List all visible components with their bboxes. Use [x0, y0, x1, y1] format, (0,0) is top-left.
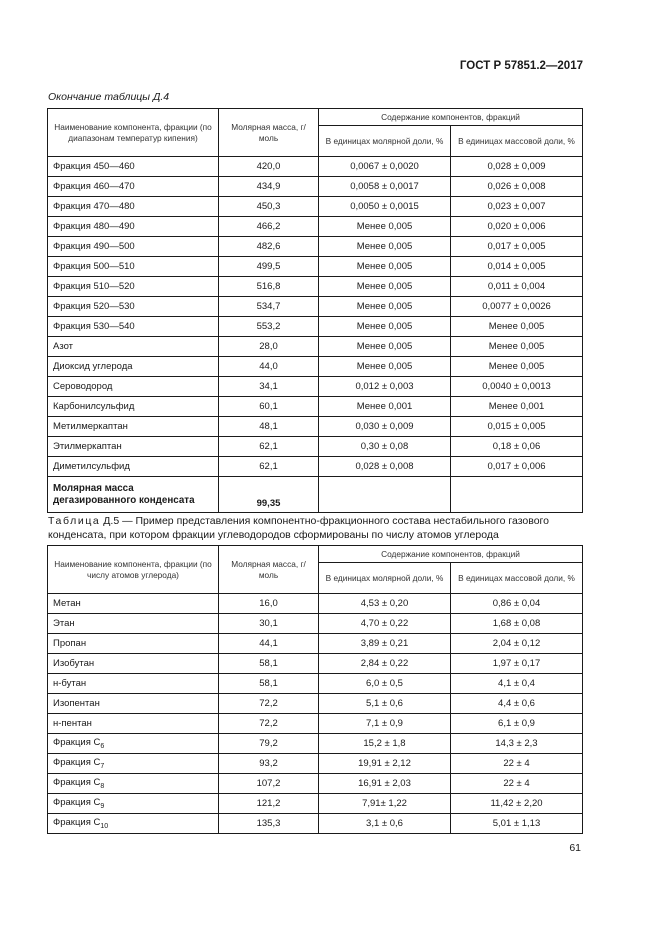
table-caption: Таблица Д.5 — Пример представления компонентно-фракционного состава нестабильного газового конденсата, при котором фракции углеводородов сформированы по числу атомов углерода	[48, 515, 549, 541]
mass-fraction-cell: 0,014 ± 0,005	[451, 257, 583, 277]
component-name: Этан	[48, 614, 219, 634]
header-molar-fraction: В единицах молярной доли, %	[319, 563, 451, 594]
table-row	[48, 594, 583, 614]
component-name: Фракция $С_7$	[48, 754, 219, 774]
table-row	[48, 337, 583, 357]
total-row	[48, 477, 583, 513]
molar-mass-cell: 482,6	[219, 237, 319, 257]
molar-mass-cell: 44,0	[219, 357, 319, 377]
molar-fraction-cell: Менее 0,005	[319, 297, 451, 317]
molar-fraction-cell: 0,028 ± 0,008	[319, 457, 451, 477]
molar-fraction-cell: Менее 0,005	[319, 337, 451, 357]
header-mass-fraction: В единицах массовой доли, %	[451, 126, 583, 157]
empty-cell	[451, 477, 583, 513]
mass-fraction-cell: 14,3 ± 2,3	[451, 734, 583, 754]
component-name: Карбонилсульфид	[48, 397, 219, 417]
component-name: Фракция $С_{10}$	[48, 814, 219, 834]
mass-fraction-cell: 0,028 ± 0,009	[451, 157, 583, 177]
empty-cell	[319, 477, 451, 513]
molar-fraction-cell: 0,0067 ± 0,0020	[319, 157, 451, 177]
molar-mass-cell: 48,1	[219, 417, 319, 437]
table-row	[48, 197, 583, 217]
component-name: Пропан	[48, 634, 219, 654]
molar-fraction-cell: 6,0 ± 0,5	[319, 674, 451, 694]
molar-mass-cell: 121,2	[219, 794, 319, 814]
molar-fraction-cell: 4,53 ± 0,20	[319, 594, 451, 614]
mass-fraction-cell: Менее 0,001	[451, 397, 583, 417]
mass-fraction-cell: 0,86 ± 0,04	[451, 594, 583, 614]
mass-fraction-cell: 0,026 ± 0,008	[451, 177, 583, 197]
molar-fraction-cell: Менее 0,005	[319, 237, 451, 257]
mass-fraction-cell: 0,017 ± 0,005	[451, 237, 583, 257]
table-row	[48, 177, 583, 197]
component-name: н-бутан	[48, 674, 219, 694]
table-row	[48, 237, 583, 257]
molar-mass-cell: 135,3	[219, 814, 319, 834]
table-row	[48, 814, 583, 834]
molar-fraction-cell: 15,2 ± 1,8	[319, 734, 451, 754]
molar-mass-cell: 553,2	[219, 317, 319, 337]
table-row	[48, 774, 583, 794]
component-name: Фракция 520—530	[48, 297, 219, 317]
molar-mass-cell: 58,1	[219, 654, 319, 674]
mass-fraction-cell: 4,4 ± 0,6	[451, 694, 583, 714]
table-row	[48, 754, 583, 774]
molar-fraction-cell: 0,030 ± 0,009	[319, 417, 451, 437]
table-row	[48, 714, 583, 734]
table-row	[48, 734, 583, 754]
composition-table-carbon-number	[47, 545, 583, 834]
table-row	[48, 457, 583, 477]
molar-fraction-cell: Менее 0,001	[319, 397, 451, 417]
table-row	[48, 437, 583, 457]
molar-mass-cell: 60,1	[219, 397, 319, 417]
component-name: Сероводород	[48, 377, 219, 397]
page-number: 61	[569, 842, 581, 854]
molar-mass-cell: 420,0	[219, 157, 319, 177]
molar-mass-cell: 466,2	[219, 217, 319, 237]
molar-fraction-cell: 16,91 ± 2,03	[319, 774, 451, 794]
table-row	[48, 157, 583, 177]
document-id: ГОСТ Р 57851.2—2017	[459, 60, 583, 72]
mass-fraction-cell: 2,04 ± 0,12	[451, 634, 583, 654]
table-row	[48, 417, 583, 437]
molar-fraction-cell: 0,0058 ± 0,0017	[319, 177, 451, 197]
table-row	[48, 794, 583, 814]
molar-fraction-cell: Менее 0,005	[319, 217, 451, 237]
molar-fraction-cell: Менее 0,005	[319, 317, 451, 337]
molar-fraction-cell: 0,30 ± 0,08	[319, 437, 451, 457]
table-caption: Окончание таблицы Д.4	[48, 91, 170, 103]
molar-fraction-cell: Менее 0,005	[319, 357, 451, 377]
table-row	[48, 257, 583, 277]
molar-fraction-cell: 3,1 ± 0,6	[319, 814, 451, 834]
header-molar-mass: Молярная масса, г/моль	[219, 109, 319, 157]
molar-mass-cell: 107,2	[219, 774, 319, 794]
table-row	[48, 634, 583, 654]
table-row	[48, 397, 583, 417]
component-name: Фракция 480—490	[48, 217, 219, 237]
molar-mass-cell: 16,0	[219, 594, 319, 614]
component-name: Диоксид углерода	[48, 357, 219, 377]
mass-fraction-cell: 5,01 ± 1,13	[451, 814, 583, 834]
header-name: Наименование компонента, фракции (по диапазонам температур кипения)	[48, 109, 219, 157]
table-row	[48, 297, 583, 317]
molar-mass-cell: 58,1	[219, 674, 319, 694]
header-molar-mass: Молярная масса, г/моль	[219, 546, 319, 594]
mass-fraction-cell: 0,0040 ± 0,0013	[451, 377, 583, 397]
mass-fraction-cell: 0,017 ± 0,006	[451, 457, 583, 477]
header-molar-fraction: В единицах молярной доли, %	[319, 126, 451, 157]
molar-mass-cell: 30,1	[219, 614, 319, 634]
molar-fraction-cell: 2,84 ± 0,22	[319, 654, 451, 674]
table-row	[48, 654, 583, 674]
mass-fraction-cell: Менее 0,005	[451, 357, 583, 377]
mass-fraction-cell: 0,023 ± 0,007	[451, 197, 583, 217]
molar-mass-cell: 72,2	[219, 694, 319, 714]
table-row	[48, 277, 583, 297]
molar-mass-cell: 534,7	[219, 297, 319, 317]
component-name: Фракция 470—480	[48, 197, 219, 217]
molar-fraction-cell: 19,91 ± 2,12	[319, 754, 451, 774]
header-mass-fraction: В единицах массовой доли, %	[451, 563, 583, 594]
mass-fraction-cell: Менее 0,005	[451, 317, 583, 337]
component-name: Метилмеркаптан	[48, 417, 219, 437]
header-name: Наименование компонента, фракции (по числу атомов углерода)	[48, 546, 219, 594]
molar-fraction-cell: 4,70 ± 0,22	[319, 614, 451, 634]
molar-mass-cell: 62,1	[219, 457, 319, 477]
mass-fraction-cell: 0,015 ± 0,005	[451, 417, 583, 437]
mass-fraction-cell: 6,1 ± 0,9	[451, 714, 583, 734]
molar-mass-cell: 28,0	[219, 337, 319, 357]
molar-mass-cell: 62,1	[219, 437, 319, 457]
molar-fraction-cell: 3,89 ± 0,21	[319, 634, 451, 654]
molar-fraction-cell: 0,012 ± 0,003	[319, 377, 451, 397]
mass-fraction-cell: 0,020 ± 0,006	[451, 217, 583, 237]
mass-fraction-cell: 11,42 ± 2,20	[451, 794, 583, 814]
mass-fraction-cell: 0,18 ± 0,06	[451, 437, 583, 457]
component-name: Фракция 490—500	[48, 237, 219, 257]
mass-fraction-cell: 0,011 ± 0,004	[451, 277, 583, 297]
molar-mass-cell: 34,1	[219, 377, 319, 397]
table-row	[48, 674, 583, 694]
component-name: Фракция 530—540	[48, 317, 219, 337]
molar-mass-cell: 79,2	[219, 734, 319, 754]
total-value: 99,35	[219, 477, 319, 513]
molar-fraction-cell: 7,91± 1,22	[319, 794, 451, 814]
component-name: Изобутан	[48, 654, 219, 674]
component-name: Фракция 450—460	[48, 157, 219, 177]
mass-fraction-cell: 1,68 ± 0,08	[451, 614, 583, 634]
molar-mass-cell: 44,1	[219, 634, 319, 654]
molar-fraction-cell: 7,1 ± 0,9	[319, 714, 451, 734]
molar-mass-cell: 434,9	[219, 177, 319, 197]
molar-mass-cell: 72,2	[219, 714, 319, 734]
molar-mass-cell: 450,3	[219, 197, 319, 217]
mass-fraction-cell: Менее 0,005	[451, 337, 583, 357]
component-name: Фракция 510—520	[48, 277, 219, 297]
component-name: Фракция 460—470	[48, 177, 219, 197]
component-name: Изопентан	[48, 694, 219, 714]
table-row	[48, 357, 583, 377]
component-name: Фракция $С_9$	[48, 794, 219, 814]
component-name: Азот	[48, 337, 219, 357]
mass-fraction-cell: 0,0077 ± 0,0026	[451, 297, 583, 317]
composition-table-temperature	[47, 108, 583, 513]
table-row	[48, 614, 583, 634]
component-name: Этилмеркаптан	[48, 437, 219, 457]
header-content: Содержание компонентов, фракций	[319, 546, 583, 563]
component-name: Фракция $С_8$	[48, 774, 219, 794]
component-name: Диметилсульфид	[48, 457, 219, 477]
molar-mass-cell: 93,2	[219, 754, 319, 774]
molar-fraction-cell: Менее 0,005	[319, 277, 451, 297]
molar-fraction-cell: 0,0050 ± 0,0015	[319, 197, 451, 217]
table-row	[48, 217, 583, 237]
component-name: Фракция $С_6$	[48, 734, 219, 754]
component-name: Фракция 500—510	[48, 257, 219, 277]
total-label: Молярная масса дегазированного конденсата	[48, 477, 219, 513]
mass-fraction-cell: 1,97 ± 0,17	[451, 654, 583, 674]
mass-fraction-cell: 4,1 ± 0,4	[451, 674, 583, 694]
molar-mass-cell: 499,5	[219, 257, 319, 277]
mass-fraction-cell: 22 ± 4	[451, 754, 583, 774]
molar-fraction-cell: Менее 0,005	[319, 257, 451, 277]
mass-fraction-cell: 22 ± 4	[451, 774, 583, 794]
component-name: н-пентан	[48, 714, 219, 734]
header-content: Содержание компонентов, фракций	[319, 109, 583, 126]
table-row	[48, 694, 583, 714]
molar-mass-cell: 516,8	[219, 277, 319, 297]
table-row	[48, 317, 583, 337]
molar-fraction-cell: 5,1 ± 0,6	[319, 694, 451, 714]
component-name: Метан	[48, 594, 219, 614]
table-row	[48, 377, 583, 397]
